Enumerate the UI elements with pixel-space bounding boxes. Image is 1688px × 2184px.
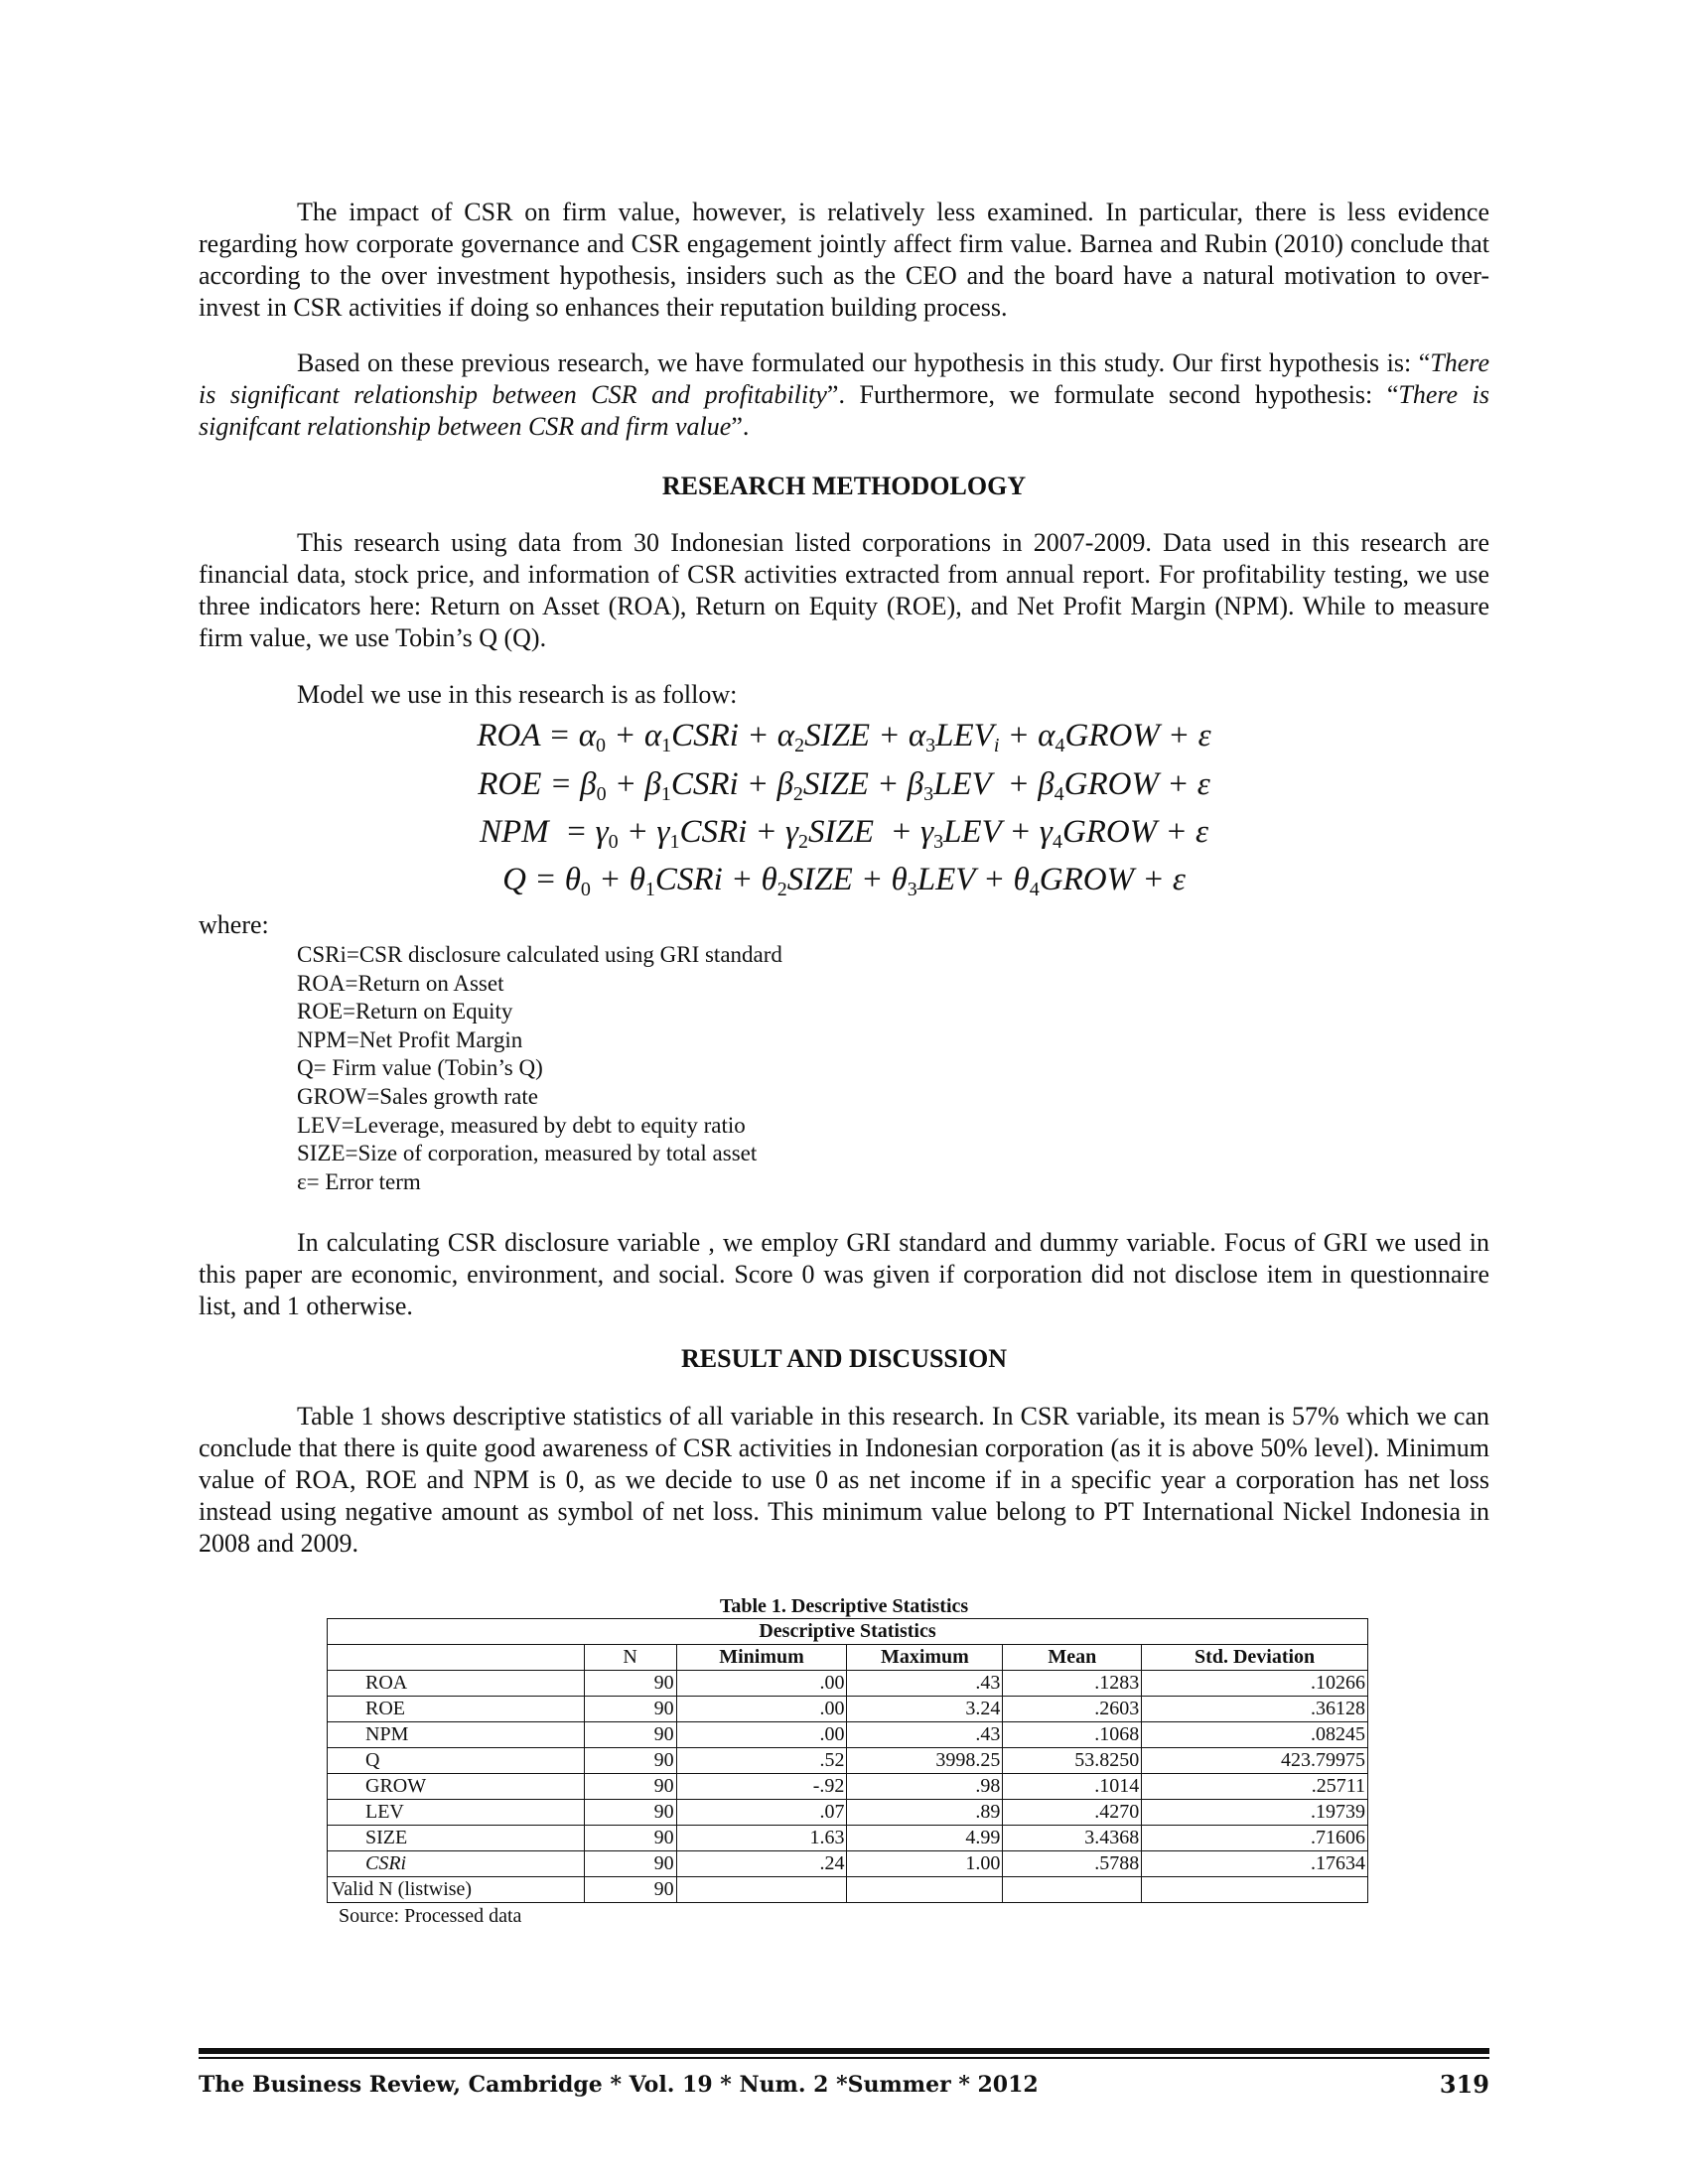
hypothesis-one: There is significant relationship between CSR and profitability: [199, 348, 1489, 409]
table-row: [328, 1722, 1368, 1748]
cell-min: .00: [676, 1722, 847, 1748]
cell-max: 3.24: [847, 1697, 1003, 1722]
table-row: [328, 1748, 1368, 1774]
definition-item: Q= Firm value (Tobin’s Q): [297, 1055, 543, 1081]
cell-n: 90: [584, 1748, 676, 1774]
cell-sd: .08245: [1142, 1722, 1368, 1748]
cell-mean: .4270: [1003, 1800, 1142, 1826]
cell-sd: [1142, 1877, 1368, 1903]
cell-min: 1.63: [676, 1826, 847, 1851]
table-title: Descriptive Statistics: [328, 1619, 1368, 1645]
table-row: [328, 1774, 1368, 1800]
row-label: LEV: [328, 1800, 585, 1826]
footer-rule-thin: [199, 2057, 1489, 2059]
table-row: [328, 1826, 1368, 1851]
cell-n: 90: [584, 1826, 676, 1851]
table-row: [328, 1697, 1368, 1722]
paragraph-csr-disclosure: In calculating CSR disclosure variable , we employ GRI standard and dummy variable. Focus of GRI we used in this paper are economic, environment, and social. Score 0 was given if corporation did not disclose item in questionnaire list, and 1 otherwise.: [199, 1228, 1489, 1320]
cell-min: .00: [676, 1671, 847, 1697]
cell-min: .07: [676, 1800, 847, 1826]
table-row: [328, 1877, 1368, 1903]
definition-item: ROE=Return on Equity: [297, 999, 513, 1024]
cell-max: 4.99: [847, 1826, 1003, 1851]
cell-max: .89: [847, 1800, 1003, 1826]
variable-definitions: [297, 941, 782, 1196]
cell-sd: .25711: [1142, 1774, 1368, 1800]
definition-item: CSRi=CSR disclosure calculated using GRI standard: [297, 942, 782, 967]
cell-mean: .5788: [1003, 1851, 1142, 1877]
cell-min: [676, 1877, 847, 1903]
model-intro: Model we use in this research is as follow:: [297, 680, 738, 709]
row-label: CSRi: [328, 1851, 585, 1877]
where-label: where:: [199, 910, 269, 939]
row-label: SIZE: [328, 1826, 585, 1851]
row-label: Q: [328, 1748, 585, 1774]
page-number: 319: [1439, 2070, 1489, 2099]
cell-mean: .1068: [1003, 1722, 1142, 1748]
cell-sd: .71606: [1142, 1826, 1368, 1851]
heading-result-discussion: RESULT AND DISCUSSION: [680, 1344, 1008, 1373]
definition-item: ε= Error term: [297, 1168, 421, 1194]
table-header-cell: N: [584, 1645, 676, 1671]
cell-min: -.92: [676, 1774, 847, 1800]
cell-n: 90: [584, 1774, 676, 1800]
hypothesis-text-a: Based on these previous research, we have formulated our hypothesis in this study. Our first hypothesis is: “: [297, 348, 1431, 377]
cell-sd: .17634: [1142, 1851, 1368, 1877]
equation-roa: ROA = $\alpha_0$ + $\alpha_1CSRi$ + $\alpha_2SIZE + \alpha_3LEV_i$ + $\alpha_4GROW + \varepsilon$: [477, 718, 1211, 756]
cell-mean: .2603: [1003, 1697, 1142, 1722]
cell-max: .98: [847, 1774, 1003, 1800]
definition-item: ROA=Return on Asset: [297, 970, 504, 996]
definition-item: LEV=Leverage, measured by debt to equity ratio: [297, 1112, 746, 1138]
cell-mean: 53.8250: [1003, 1748, 1142, 1774]
cell-n: 90: [584, 1722, 676, 1748]
equation-q: $Q = \theta_0$ + $\theta_1CSRi$ + $\theta_2SIZE + \theta_3LEV$ + $\theta_4GROW + \varepsilon$: [502, 862, 1186, 900]
cell-mean: .1283: [1003, 1671, 1142, 1697]
definition-item: GROW=Sales growth rate: [297, 1083, 538, 1109]
heading-research-methodology: RESEARCH METHODOLOGY: [661, 472, 1027, 500]
table-header-cell: Std. Deviation: [1142, 1645, 1368, 1671]
cell-n: 90: [584, 1697, 676, 1722]
row-label: NPM: [328, 1722, 585, 1748]
cell-min: .00: [676, 1697, 847, 1722]
row-label: ROE: [328, 1697, 585, 1722]
cell-mean: [1003, 1877, 1142, 1903]
cell-sd: .36128: [1142, 1697, 1368, 1722]
equation-roe: ROE = $\beta_0$ + $\beta_1CSRi$ + $\beta_2SIZE + \beta_3LEV$ + $\beta_4GROW + \varepsilon$: [478, 766, 1210, 805]
table-header-row: [328, 1645, 1368, 1671]
cell-n: 90: [584, 1851, 676, 1877]
cell-mean: .1014: [1003, 1774, 1142, 1800]
cell-max: .43: [847, 1722, 1003, 1748]
table-header-cell: Mean: [1003, 1645, 1142, 1671]
cell-sd: 423.79975: [1142, 1748, 1368, 1774]
cell-sd: .19739: [1142, 1800, 1368, 1826]
cell-mean: 3.4368: [1003, 1826, 1142, 1851]
cell-max: .43: [847, 1671, 1003, 1697]
cell-sd: .10266: [1142, 1671, 1368, 1697]
row-label: Valid N (listwise): [328, 1877, 585, 1903]
paragraph-methodology: This research using data from 30 Indonesian listed corporations in 2007-2009. Data used in this research are financial data, stock price, and information of CSR activities extracted from annual report. For profitability testing, we use three indicators here: Return on Asset (ROA), Return on Equity (ROE), and Net Profit Margin (NPM). While to measure firm value, we use Tobin’s Q (Q).: [199, 528, 1489, 652]
table-source: Source: Processed data: [339, 1905, 522, 1927]
table-caption: Table 1. Descriptive Statistics: [719, 1595, 969, 1617]
footer-journal: The Business Review, Cambridge * Vol. 19 * Num. 2 *Summer * 2012: [199, 2072, 1039, 2098]
cell-max: 1.00: [847, 1851, 1003, 1877]
cell-min: .24: [676, 1851, 847, 1877]
table-header-cell: Maximum: [847, 1645, 1003, 1671]
row-label: GROW: [328, 1774, 585, 1800]
table-row: [328, 1800, 1368, 1826]
descriptive-statistics-table-wrap: [327, 1618, 1368, 1903]
cell-max: [847, 1877, 1003, 1903]
table-header-cell: Minimum: [676, 1645, 847, 1671]
paragraph-csr-firm-value: The impact of CSR on firm value, however, is relatively less examined. In particular, there is less evidence regarding how corporate governance and CSR engagement jointly affect firm value. Barnea and Rubin (2010) conclude that according to the over investment hypothesis, insiders such as the CEO and the board have a natural motivation to over-invest in CSR activities if doing so enhances their reputation building process.: [199, 198, 1489, 322]
table-header-cell: [328, 1645, 585, 1671]
cell-n: 90: [584, 1877, 676, 1903]
hypothesis-text-c: ”.: [731, 412, 750, 441]
descriptive-statistics-table: [327, 1618, 1368, 1903]
cell-n: 90: [584, 1671, 676, 1697]
paragraph-hypothesis: [199, 347, 1489, 443]
cell-n: 90: [584, 1800, 676, 1826]
row-label: ROA: [328, 1671, 585, 1697]
definition-item: NPM=Net Profit Margin: [297, 1026, 523, 1052]
cell-min: .52: [676, 1748, 847, 1774]
hypothesis-two: There is signifcant relationship between CSR and firm value: [199, 380, 1489, 441]
table-row: [328, 1851, 1368, 1877]
definition-item: SIZE=Size of corporation, measured by total asset: [297, 1141, 758, 1166]
cell-max: 3998.25: [847, 1748, 1003, 1774]
paragraph-results: Table 1 shows descriptive statistics of all variable in this research. In CSR variable, its mean is 57% which we can conclude that there is quite good awareness of CSR activities in Indonesian corporation (as it is above 50% level). Minimum value of ROA, ROE and NPM is 0, as we decide to use 0 as net income if in a specific year a corporation has net loss instead using negative amount as symbol of net loss. This minimum value belong to PT International Nickel Indonesia in 2008 and 2009.: [199, 1402, 1489, 1558]
equation-npm: NPM = $\gamma_0$ + $\gamma_1CSRi$ + $\gamma_2SIZE + \gamma_3LEV$ + $\gamma_4GROW + \varepsilon$: [479, 814, 1209, 853]
table-row: [328, 1671, 1368, 1697]
hypothesis-text-b: ”. Furthermore, we formulate second hypothesis: “: [826, 380, 1399, 409]
footer-rule-thick: [199, 2048, 1489, 2054]
